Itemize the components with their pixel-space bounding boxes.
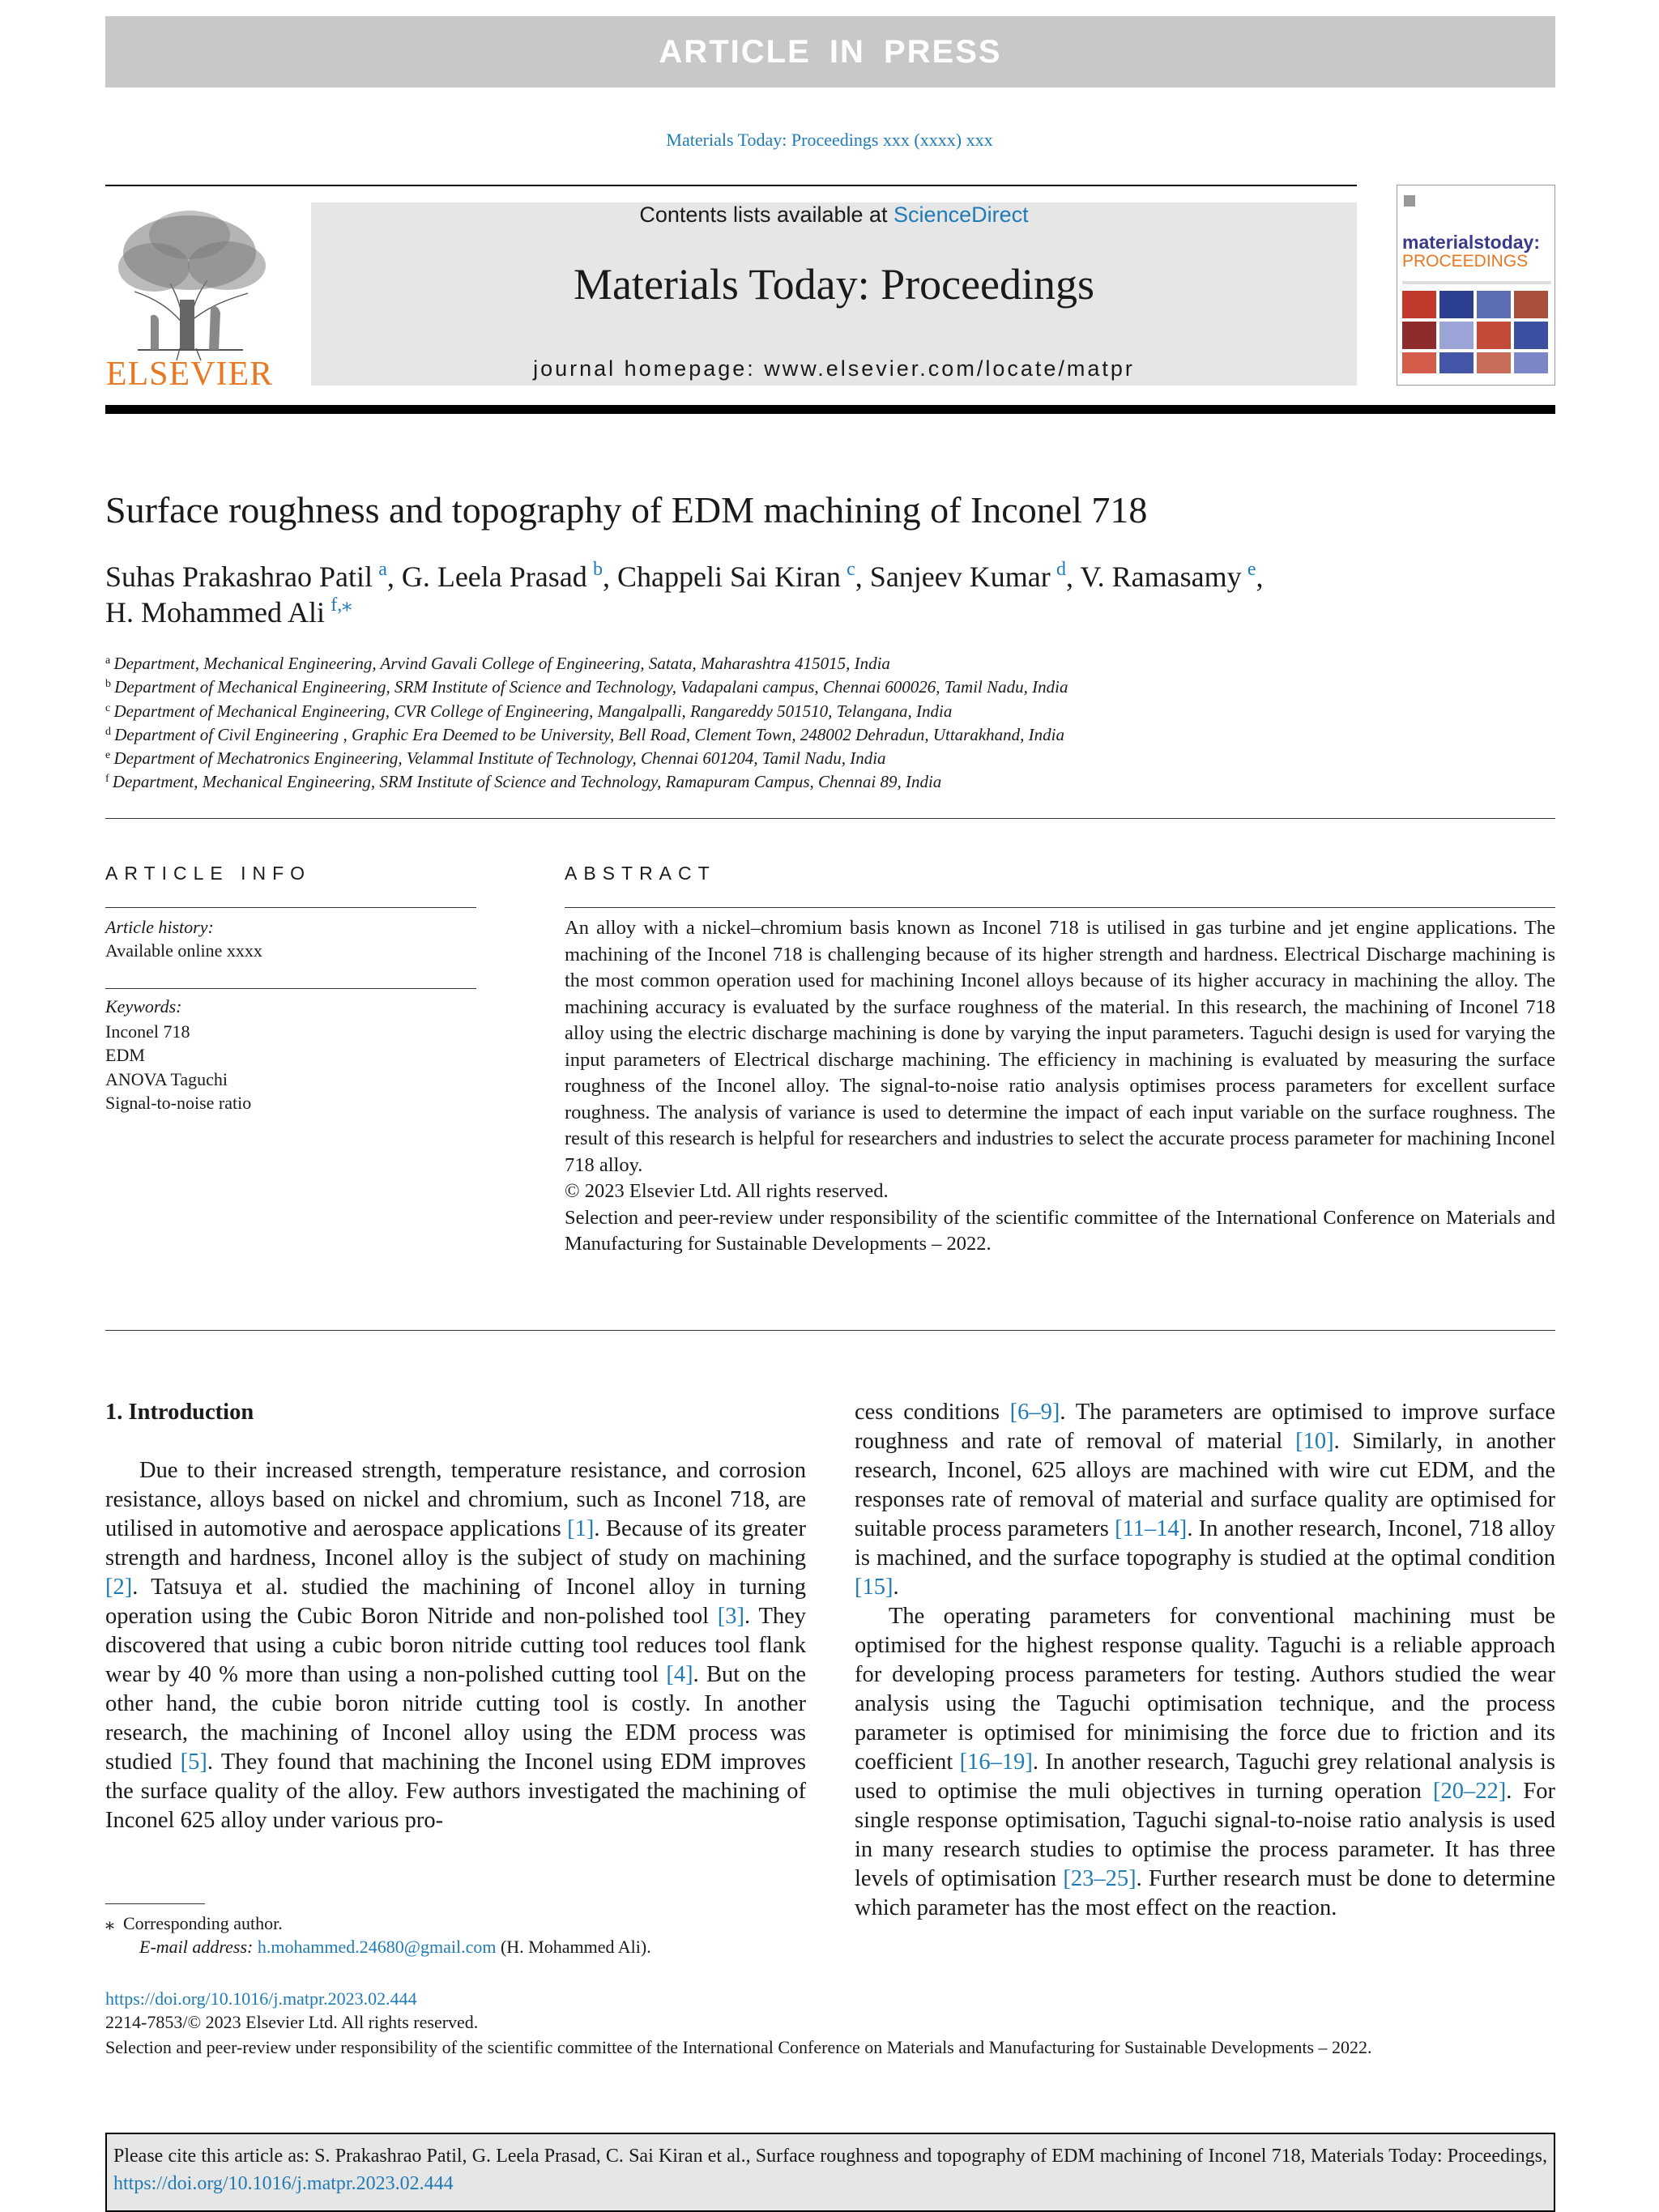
text-run: Due to their increased strength, temperature resistance, and corrosion resistance, alloys based on nickel and chromium, such as Inconel 718, are utilised in automotive and aerospace applications <box>105 1458 806 1541</box>
abstract-body <box>565 915 1555 1258</box>
text-run: . The parameters are optimised to improve surface roughness and rate of removal of material <box>855 1400 1555 1454</box>
author-affil-sup[interactable]: e <box>1247 559 1256 580</box>
affiliation-text: Department of Civil Engineering , Graphic Era Deemed to be University, Bell Road, Clement Town, 248002 Dehradun, Uttarakhand, India <box>114 724 1064 744</box>
author-name[interactable]: H. Mohammed Ali <box>105 596 325 629</box>
affiliation-marker: a <box>105 654 111 667</box>
text-run: . Tatsuya et al. studied the machining of Inconel alloy in turning operation using the Cubic Boron Nitride and non-polished tool <box>105 1575 806 1629</box>
keyword-item: Inconel 718 <box>105 1021 190 1042</box>
section-heading: 1. Introduction <box>105 1400 254 1425</box>
corresponding-author-note <box>105 1912 283 1935</box>
keyword-item: Signal-to-noise ratio <box>105 1092 252 1113</box>
author-name[interactable]: Suhas Prakashrao Patil <box>105 560 373 593</box>
divider <box>105 907 476 908</box>
text-run: . Similarly, in another research, Inconel, 625 alloys are machined with wire cut EDM, and the responses rate of removal of material and surface quality are optimised for suitable process parameters <box>855 1429 1555 1541</box>
article-history-label: Article history: <box>105 917 214 937</box>
affiliation-text: Department of Mechatronics Engineering, Velammal Institute of Technology, Chennai 601204, Tamil Nadu, India <box>113 748 886 769</box>
affiliation-item <box>105 700 1555 723</box>
text-run: . But on the other hand, the cubie boron nitride cutting tool is costly. In another research, the machining of Inconel alloy using the EDM process was studied <box>105 1662 806 1775</box>
keyword-item: EDM <box>105 1045 145 1066</box>
text-run: . They discovered that using a cubic boron nitride cutting tool reduces tool flank wear by 40 % more than using a non-polished cutting tool <box>105 1604 807 1687</box>
divider <box>565 907 1555 908</box>
text-run: . For single response optimisation, Taguchi signal-to-noise ratio analysis is used in many research studies to optimise the process parameter. It has three levels of optimisation <box>855 1779 1556 1891</box>
affiliation-item <box>105 676 1555 699</box>
divider <box>105 818 1555 819</box>
cover-title-line2: PROCEEDINGS <box>1402 252 1529 271</box>
article-info-heading: ARTICLE INFO <box>105 863 312 884</box>
issn-copyright: 2214-7853/© 2023 Elsevier Ltd. All rights reserved. <box>105 2012 479 2032</box>
reference-link[interactable]: [23–25] <box>1063 1866 1137 1891</box>
text-run: . They found that machining the Inconel using EDM improves the surface quality of the alloy. Few authors investigated the machining of Inconel 625 alloy under various pro- <box>105 1750 807 1833</box>
author-name[interactable]: Sanjeev Kumar <box>869 560 1051 593</box>
please-cite-box <box>105 2133 1555 2212</box>
reference-link[interactable]: [16–19] <box>959 1750 1033 1775</box>
keywords-list <box>105 1020 251 1115</box>
author-affil-sup[interactable]: b <box>592 559 603 580</box>
reference-link[interactable]: [15] <box>855 1575 893 1600</box>
divider <box>105 988 476 989</box>
body-column-right <box>855 1398 1555 1923</box>
footnote-rule <box>105 1903 205 1904</box>
please-cite-text: Please cite this article as: S. Prakashrao Patil, G. Leela Prasad, C. Sai Kiran et al., Surface roughness and topography of EDM machining of Inconel 718, Materials Today: Proceedings, <box>113 2146 1547 2167</box>
author-list <box>105 559 1555 630</box>
abstract-copyright: © 2023 Elsevier Ltd. All rights reserved. <box>565 1180 889 1202</box>
reference-link[interactable]: [3] <box>717 1604 745 1629</box>
affiliation-marker: c <box>105 701 111 714</box>
text-run: . In another research, Taguchi grey relational analysis is used to optimise the muli objectives in turning operation <box>855 1750 1555 1804</box>
affiliation-text: Department, Mechanical Engineering, Arvind Gavali College of Engineering, Satata, Maharashtra 415015, India <box>113 654 890 673</box>
contents-lists-line <box>311 202 1357 228</box>
affiliation-marker: e <box>105 749 111 762</box>
text-run: . <box>893 1575 899 1600</box>
affiliation-item <box>105 723 1555 747</box>
reference-link[interactable]: [10] <box>1295 1429 1334 1454</box>
corresponding-author-text: Corresponding author. <box>123 1913 283 1933</box>
reference-link[interactable]: [1] <box>567 1516 595 1541</box>
article-in-press-banner: ARTICLE IN PRESS <box>105 16 1555 87</box>
abstract-text: An alloy with a nickel–chromium basis known as Inconel 718 is utilised in gas turbine and jet engine applications. The machining of the Inconel 718 is challenging because of its higher strength and hardness. Electrical Discharge machining is the most common operation used for machining Inconel alloys because of its higher accuracy in machining the alloy. The machining accuracy is evaluated by the surface roughness of the material. In this research, the machining of Inconel 718 alloy using the electric discharge machining is done by varying the input parameters. Taguchi design is used for varying the input parameters of Electrical discharge machining. The efficiency in machining is evaluated by measuring the surface roughness of the Inconel alloy. The signal-to-noise ratio analysis optimises process parameters for excellent surface roughness. The analysis of variance is used to determine the impact of each input variable on the surface roughness. The result of this research is helpful for researchers and industries to select the accurate process parameter for machining Inconel 718 alloy. <box>565 917 1555 1176</box>
author-name[interactable]: G. Leela Prasad <box>401 560 587 593</box>
article-title: Surface roughness and topography of EDM machining of Inconel 718 <box>105 489 1148 531</box>
author-separator: , <box>1256 560 1264 593</box>
article-history-value: Available online xxxx <box>105 940 262 961</box>
body-paragraph <box>855 1602 1555 1923</box>
journal-homepage[interactable]: journal homepage: www.elsevier.com/locate/matpr <box>533 356 1135 381</box>
journal-citation-line[interactable]: Materials Today: Proceedings xxx (xxxx) xxx <box>666 130 993 150</box>
email-link[interactable]: h.mohammed.24680@gmail.com <box>257 1937 497 1957</box>
body-paragraph <box>855 1398 1555 1602</box>
text-run: . Further research must be done to determine which parameter has the most effect on the reaction. <box>855 1866 1556 1920</box>
body-column-left <box>105 1398 806 1835</box>
affiliations-list <box>105 652 1555 795</box>
keywords-label: Keywords: <box>105 996 182 1016</box>
journal-cover-thumbnail <box>1397 185 1555 386</box>
affiliation-marker: d <box>105 725 111 738</box>
journal-cover-art <box>1397 185 1555 386</box>
keyword-item: ANOVA Taguchi <box>105 1068 228 1089</box>
author-affil-sup[interactable]: f,⁎ <box>331 595 352 616</box>
reference-link[interactable]: [2] <box>105 1575 133 1600</box>
author-separator: , <box>855 560 870 593</box>
affiliation-item <box>105 747 1555 770</box>
divider <box>105 1330 1555 1331</box>
affiliation-text: Department of Mechanical Engineering, CVR College of Engineering, Mangalpalli, Rangareddy 501510, Telangana, India <box>113 701 953 721</box>
author-affil-sup[interactable]: a <box>378 559 387 580</box>
please-cite-doi-link[interactable]: https://doi.org/10.1016/j.matpr.2023.02.444 <box>113 2173 454 2194</box>
masthead-rule-bottom <box>105 405 1555 414</box>
text-run: cess conditions <box>855 1400 1010 1425</box>
author-name[interactable]: Chappeli Sai Kiran <box>616 560 841 593</box>
body-paragraph <box>105 1456 806 1835</box>
reference-link[interactable]: [20–22] <box>1432 1779 1507 1804</box>
email-owner: (H. Mohammed Ali). <box>496 1937 651 1957</box>
affiliation-item <box>105 652 1555 676</box>
footnote-marker: ⁎ <box>105 1913 114 1933</box>
reference-link[interactable]: [6–9] <box>1009 1400 1060 1425</box>
contents-prefix: Contents lists available at <box>639 202 894 227</box>
abstract-heading: ABSTRACT <box>565 863 716 884</box>
reference-link[interactable]: [5] <box>180 1750 207 1775</box>
text-run: . In another research, Inconel, 718 alloy is machined, and the surface topography is studied at the optimal condition <box>855 1516 1555 1571</box>
affiliation-item <box>105 770 1555 794</box>
affiliation-text: Department, Mechanical Engineering, SRM Institute of Science and Technology, Ramapuram Campus, Chennai 89, India <box>112 772 942 792</box>
email-label: E-mail address: <box>139 1937 254 1957</box>
author-name[interactable]: V. Ramasamy <box>1080 560 1242 593</box>
email-note <box>105 1937 651 1958</box>
reference-link[interactable]: [4] <box>666 1662 693 1687</box>
peer-review-statement: Selection and peer-review under responsibility of the scientific committee of the International Conference on Materials and Manufacturing for Sustainable Developments – 2022. <box>105 2037 1372 2057</box>
affiliation-marker: b <box>105 678 111 691</box>
abstract-selection: Selection and peer-review under responsibility of the scientific committee of the International Conference on Materials and Manufacturing for Sustainable Developments – 2022. <box>565 1206 1555 1255</box>
author-affil-sup[interactable]: c <box>847 559 855 580</box>
elsevier-wordmark: ELSEVIER <box>105 356 274 393</box>
author-separator: , <box>386 560 402 593</box>
sciencedirect-link[interactable]: ScienceDirect <box>893 202 1029 227</box>
masthead-rule-top <box>105 185 1357 186</box>
affiliation-marker: f <box>105 773 109 786</box>
doi-link[interactable]: https://doi.org/10.1016/j.matpr.2023.02.444 <box>105 1988 417 2009</box>
text-run: The operating parameters for conventional machining must be optimised for the highest response quality. Taguchi is a reliable approach for developing process parameters for testing. Authors studied the wear analysis using the Taguchi optimisation technique, and the process parameter is optimised for minimising the force due to friction and its coefficient <box>855 1604 1555 1775</box>
author-separator: , <box>1065 560 1081 593</box>
author-affil-sup[interactable]: d <box>1056 559 1066 580</box>
text-run: . Because of its greater strength and hardness, Inconel alloy is the subject of study on machining <box>105 1516 807 1571</box>
reference-link[interactable]: [11–14] <box>1115 1516 1188 1541</box>
journal-name: Materials Today: Proceedings <box>573 260 1095 309</box>
cover-title-line1: materialstoday: <box>1402 232 1541 253</box>
author-separator: , <box>602 560 617 593</box>
affiliation-text: Department of Mechanical Engineering, SRM Institute of Science and Technology, Vadapalani campus, Chennai 600026, Tamil Nadu, India <box>114 677 1068 697</box>
